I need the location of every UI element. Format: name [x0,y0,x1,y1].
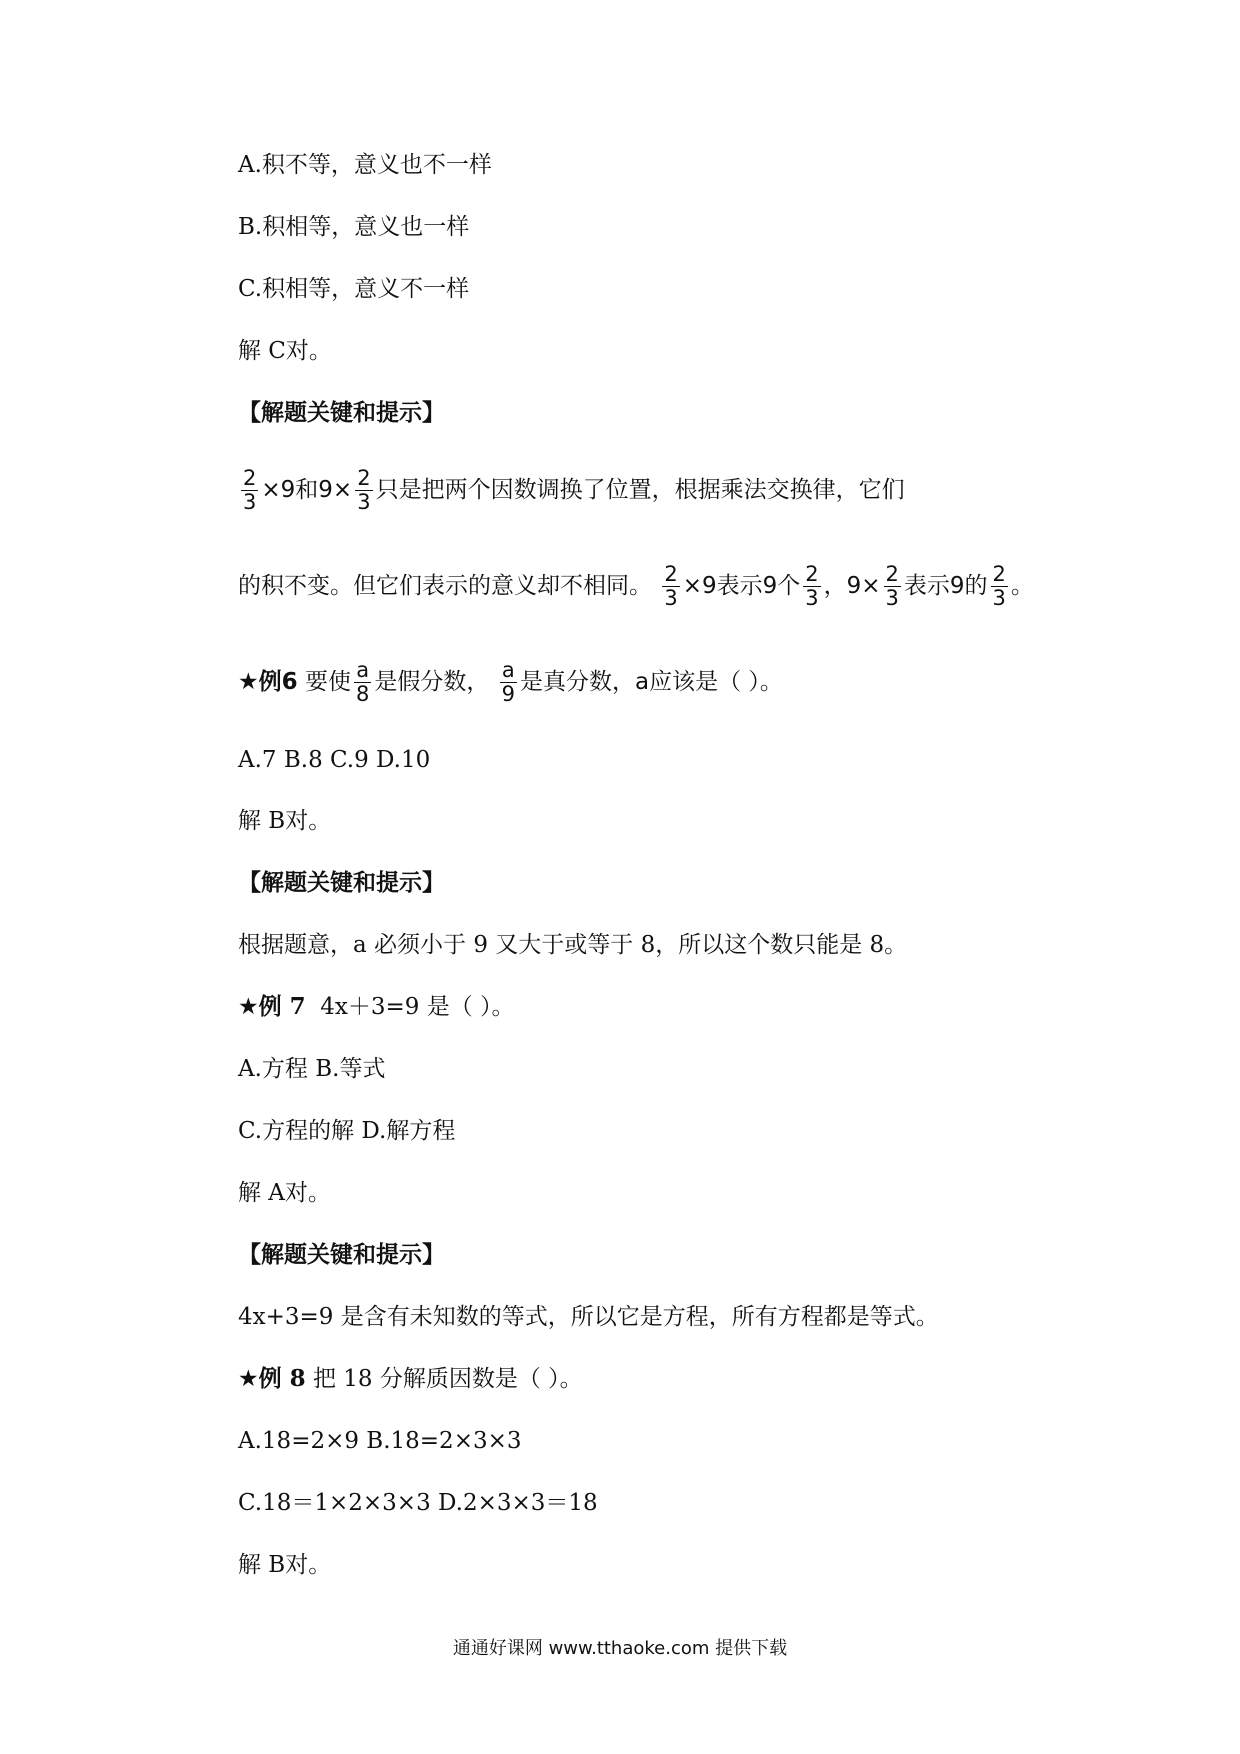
example-7-hint: 4x+3=9 是含有未知数的等式，所以它是方程，所有方程都是等式。 [238,1304,939,1330]
fraction: $\frac{2}{3}$ [357,466,371,514]
fraction: $\frac{2}{3}$ [664,562,678,610]
example-8-options-1: A.18=2×9 B.18=2×3×3 [238,1428,522,1454]
key-heading-6: 【解题关键和提示】 [238,869,445,896]
key-heading-7: 【解题关键和提示】 [238,1241,445,1268]
example-8-options-2: C.18＝1×2×3×3 D.2×3×3＝18 [238,1490,598,1516]
fraction: $\frac{a}{9}$ [501,658,516,706]
option-b: B.积相等，意义也一样 [238,214,470,240]
example-6-hint: 根据题意，a 必须小于 9 又大于或等于 8，所以这个数只能是 8。 [238,932,908,958]
example-7-options-1: A.方程 B.等式 [238,1056,386,1082]
example-label: 例6 [258,669,298,695]
hint-5-line-2: 的积不变。但它们表示的意义却不相同。 $\frac{2}{3}$ ×9表示9个 $\frac{2}{3}$ ，9× $\frac{2}{3}$ 表示9的 $\frac{2}{3}$ 。 [238,562,1034,610]
option-a: A.积不等，意义也不一样 [238,152,492,178]
star-icon: ★ [238,994,259,1020]
example-6-options: A.7 B.8 C.9 D.10 [238,747,431,773]
star-icon: ★ [238,1366,259,1392]
fraction: $\frac{a}{8}$ [355,658,370,706]
example-6-answer: 解 B对。 [238,808,332,834]
example-8-question: ★例 8 把 18 分解质因数是（ ）。 [238,1365,583,1392]
star-icon: ★ [238,669,259,695]
hint-5-line-1: $\frac{2}{3}$ ×9和9× $\frac{2}{3}$ 只是把两个因数调换了位置，根据乘法交换律，它们 [243,466,905,514]
example-8-answer: 解 B对。 [238,1552,332,1578]
option-c: C.积相等，意义不一样 [238,276,470,302]
fraction: $\frac{2}{3}$ [243,466,257,514]
page-footer: 通通好课网 www.tthaoke.com 提供下载 [452,1638,788,1659]
fraction: $\frac{2}{3}$ [805,562,819,610]
example-7-options-2: C.方程的解 D.解方程 [238,1118,456,1144]
key-heading-5: 【解题关键和提示】 [238,399,445,426]
fraction: $\frac{2}{3}$ [992,562,1006,610]
answer-5: 解 C对。 [238,338,332,364]
example-7-question: ★例 7 4x＋3=9 是（ ）。 [238,993,515,1020]
example-label: 例 7 [258,993,306,1020]
example-7-answer: 解 A对。 [238,1180,331,1206]
fraction: $\frac{2}{3}$ [885,562,899,610]
example-6-question: ★例6 要使 $\frac{a}{8}$ 是假分数， $\frac{a}{9}$ 是真分数，a应该是（ ）。 [238,658,783,706]
example-label: 例 8 [258,1365,306,1392]
